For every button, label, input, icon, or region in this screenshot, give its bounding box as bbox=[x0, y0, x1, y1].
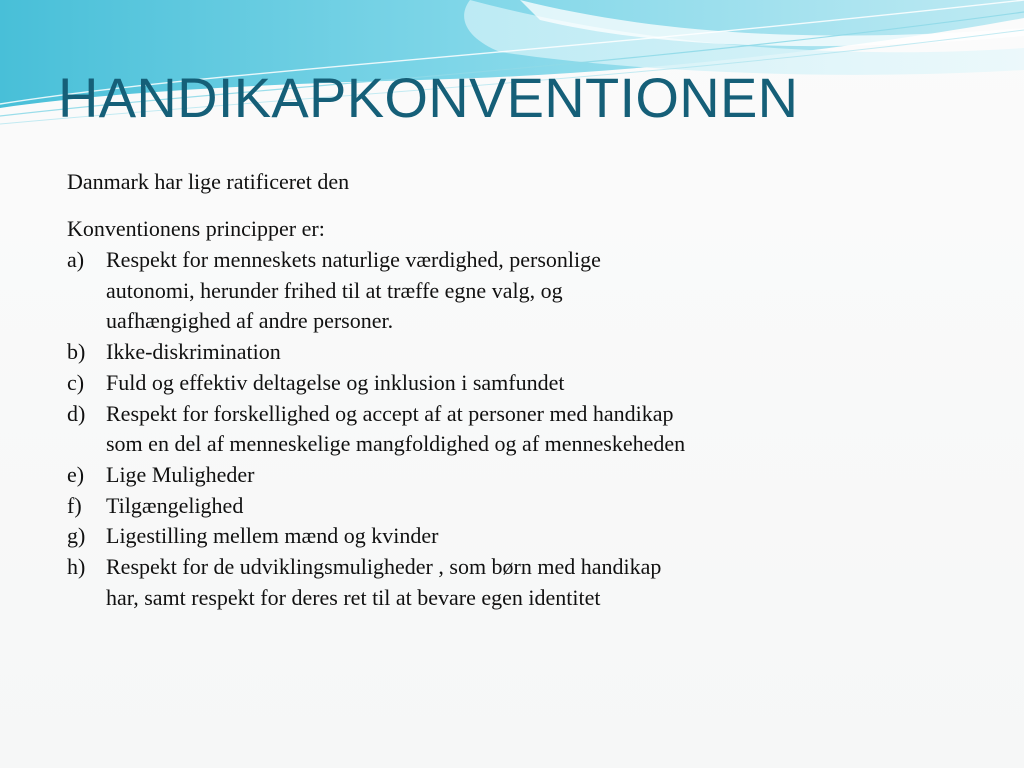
principle-item bbox=[67, 552, 867, 613]
principle-marker: a) bbox=[67, 247, 85, 272]
principle-line: som en del af menneskelige mangfoldighed og af menneskeheden bbox=[106, 431, 686, 457]
principle-text bbox=[106, 337, 867, 368]
principles-heading: Konventionens principper er: bbox=[67, 216, 325, 241]
principle-marker: d) bbox=[67, 400, 86, 426]
principle-marker: f) bbox=[67, 492, 82, 518]
principle-marker: e) bbox=[67, 461, 85, 487]
principle-item bbox=[67, 368, 867, 399]
principle-item bbox=[67, 245, 867, 337]
principle-item bbox=[67, 460, 867, 491]
principle-line: uafhængighed af andre personer. bbox=[106, 308, 394, 334]
principle-marker: g) bbox=[67, 523, 86, 549]
principle-line: Respekt for forskellighed og accept af at personer med handikap bbox=[106, 400, 674, 426]
principle-text bbox=[106, 460, 867, 491]
principle-line: Ikke-diskrimination bbox=[106, 339, 281, 365]
principle-item bbox=[67, 491, 867, 522]
principle-line: Lige Muligheder bbox=[106, 461, 255, 487]
principle-text bbox=[106, 245, 867, 337]
principle-text bbox=[106, 368, 867, 399]
principle-item bbox=[67, 521, 867, 552]
slide-title: HANDIKAPKONVENTIONEN bbox=[58, 66, 799, 129]
principles-list bbox=[67, 245, 867, 613]
principle-line: Respekt for de udviklingsmuligheder , som børn med handikap bbox=[106, 554, 662, 580]
principle-line: Respekt for menneskets naturlige værdighed, personlige bbox=[106, 247, 601, 272]
principle-text bbox=[106, 491, 867, 522]
principle-text bbox=[106, 399, 867, 460]
principle-line: har, samt respekt for deres ret til at bevare egen identitet bbox=[106, 584, 601, 610]
principle-marker: b) bbox=[67, 339, 86, 365]
principle-text bbox=[106, 552, 867, 613]
principle-line: Ligestilling mellem mænd og kvinder bbox=[106, 523, 439, 549]
principle-item bbox=[67, 399, 867, 460]
principle-line: autonomi, herunder frihed til at træffe egne valg, og bbox=[106, 277, 563, 303]
principle-text bbox=[106, 521, 867, 552]
principle-line: Tilgængelighed bbox=[106, 492, 244, 518]
principle-marker: c) bbox=[67, 369, 85, 395]
principle-marker: h) bbox=[67, 554, 86, 580]
intro-text: Danmark har lige ratificeret den bbox=[67, 169, 350, 194]
principle-item bbox=[67, 337, 867, 368]
principle-line: Fuld og effektiv deltagelse og inklusion i samfundet bbox=[106, 369, 565, 395]
